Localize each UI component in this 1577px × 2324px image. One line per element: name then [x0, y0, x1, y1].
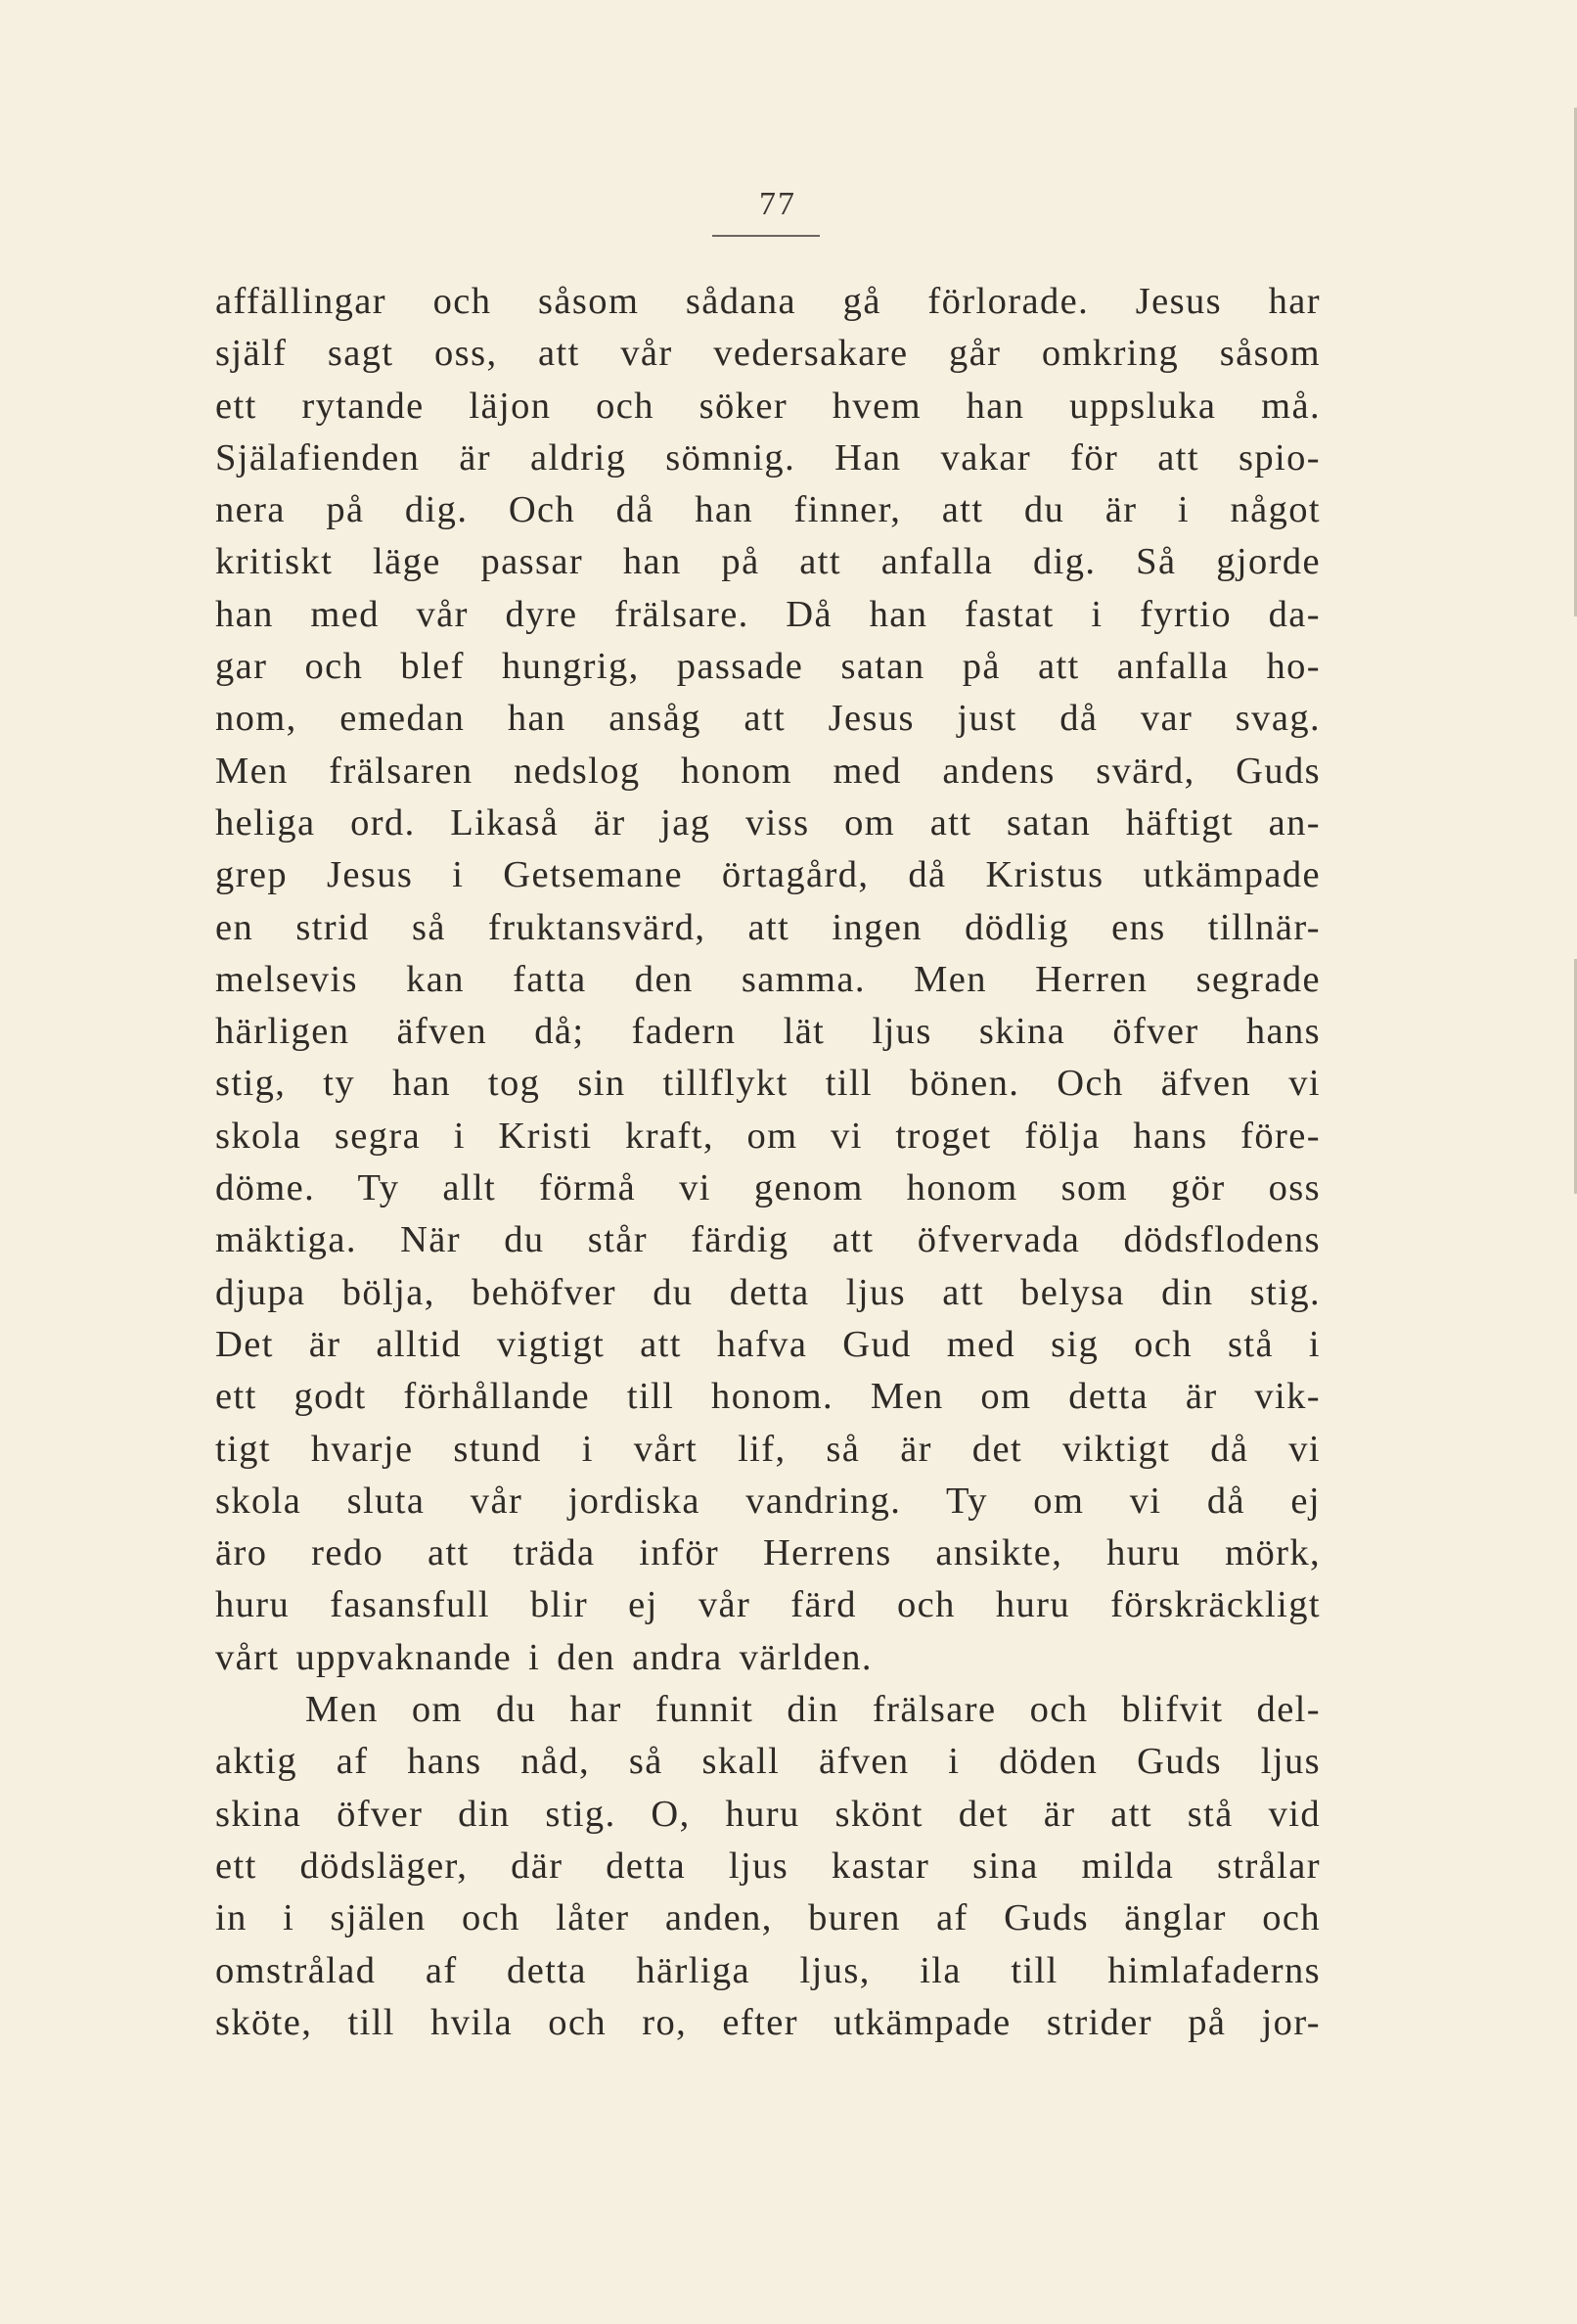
- text-line: Men om du har funnit din frälsare och blifvit del-: [305, 1689, 1321, 1731]
- text-line: döme. Ty allt förmå vi genom honom som gör oss: [215, 1167, 1321, 1209]
- text-line: Men frälsaren nedslog honom med andens svärd, Guds: [215, 750, 1321, 792]
- text-line: ett godt förhållande till honom. Men om detta är vik-: [215, 1376, 1321, 1418]
- text-line: Det är alltid vigtigt att hafva Gud med sig och stå i: [215, 1323, 1321, 1365]
- text-line: mäktiga. När du står färdig att öfvervada dödsflodens: [215, 1219, 1321, 1261]
- paragraph: [215, 276, 1321, 1684]
- text-line: kritiskt läge passar han på att anfalla dig. Så gjorde: [215, 541, 1321, 583]
- text-line: huru fasansfull blir ej vår färd och huru förskräckligt: [215, 1584, 1321, 1626]
- text-line: han med vår dyre frälsare. Då han fastat i fyrtio da-: [215, 593, 1321, 635]
- text-line: djupa bölja, behöfver du detta ljus att belysa din stig.: [215, 1271, 1321, 1313]
- text-line: ett rytande läjon och söker hvem han uppsluka må.: [215, 385, 1321, 427]
- text-line: Själafienden är aldrig sömnig. Han vakar för att spio-: [215, 436, 1321, 478]
- text-line: skola sluta vår jordiska vandring. Ty om vi då ej: [215, 1480, 1321, 1522]
- text-line: heliga ord. Likaså är jag viss om att satan häftigt an-: [215, 801, 1321, 843]
- text-line: äro redo att träda inför Herrens ansikte, huru mörk,: [215, 1532, 1321, 1574]
- text-line: melsevis kan fatta den samma. Men Herren segrade: [215, 958, 1321, 1000]
- text-line: själf sagt oss, att vår vedersakare går omkring såsom: [215, 333, 1321, 375]
- text-line: nera på dig. Och då han finner, att du är i något: [215, 489, 1321, 531]
- text-line: stig, ty han tog sin tillflykt till bönen. Och äfven vi: [215, 1063, 1321, 1105]
- page-number-rule: [712, 235, 820, 237]
- page-number: 77: [759, 186, 796, 222]
- text-line: ett dödsläger, där detta ljus kastar sina milda strålar: [215, 1845, 1321, 1887]
- text-line: sköte, till hvila och ro, efter utkämpade strider på jor-: [215, 2001, 1321, 2043]
- text-line: skina öfver din stig. O, huru skönt det är att stå vid: [215, 1793, 1321, 1835]
- text-line: skola segra i Kristi kraft, om vi troget följa hans före-: [215, 1115, 1321, 1157]
- text-line: en strid så fruktansvärd, att ingen dödlig ens tillnär-: [215, 906, 1321, 948]
- text-line: affällingar och såsom sådana gå förlorade. Jesus har: [215, 281, 1321, 322]
- text-line: in i själen och låter anden, buren af Guds änglar och: [215, 1897, 1321, 1939]
- text-line: omstrålad af detta härliga ljus, ila till himlafaderns: [215, 1949, 1321, 1991]
- text-line: nom, emedan han ansåg att Jesus just då var svag.: [215, 698, 1321, 740]
- text-line: gar och blef hungrig, passade satan på att anfalla ho-: [215, 646, 1321, 688]
- paragraph: [215, 1684, 1321, 2049]
- body-text: [215, 276, 1321, 2049]
- text-line: grep Jesus i Getsemane örtagård, då Kristus utkämpade: [215, 854, 1321, 896]
- text-line: härligen äfven då; fadern lät ljus skina öfver hans: [215, 1011, 1321, 1053]
- text-line: aktig af hans nåd, så skall äfven i döden Guds ljus: [215, 1741, 1321, 1783]
- text-line: vårt uppvaknande i den andra världen.: [215, 1636, 873, 1678]
- text-line: tigt hvarje stund i vårt lif, så är det viktigt då vi: [215, 1428, 1321, 1470]
